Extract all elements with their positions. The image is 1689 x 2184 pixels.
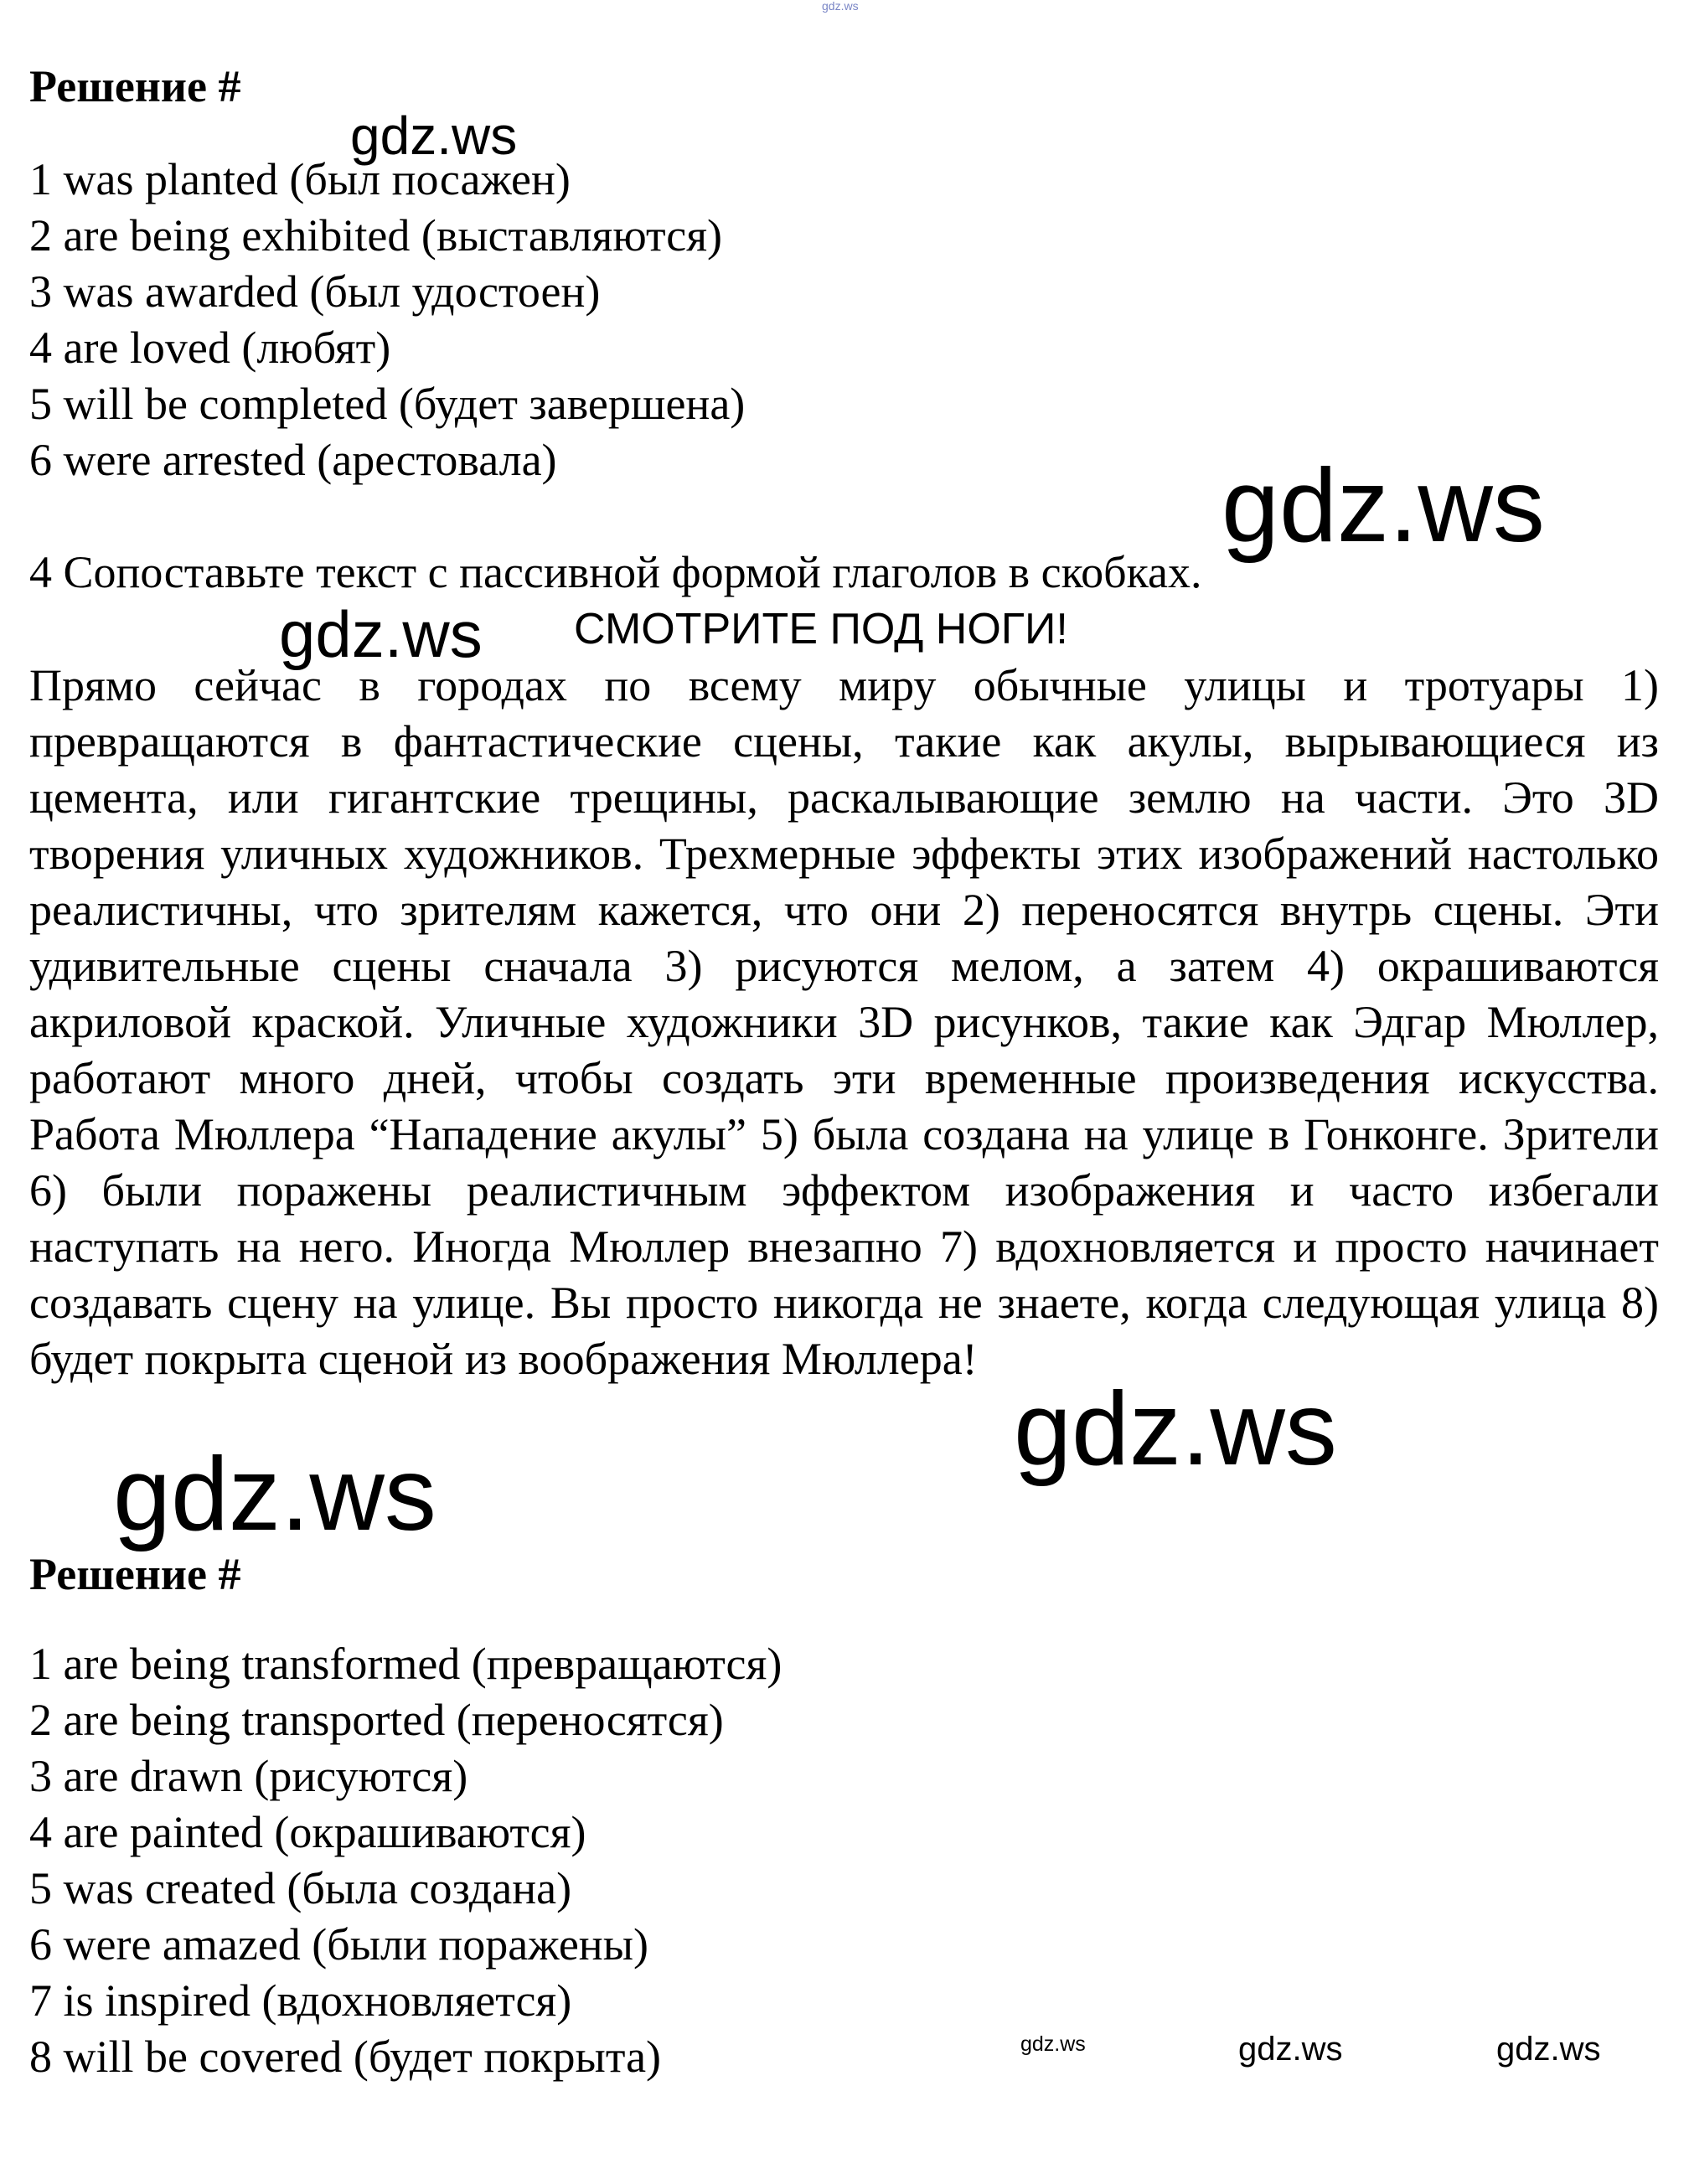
watermark: gdz.ws [1496,2031,1601,2068]
answer-item: 5 will be completed (будет завершена) [29,379,746,429]
answer-item: 4 are painted (окрашиваются) [29,1807,586,1857]
answer-item: 2 are being transported (переносятся) [29,1695,724,1745]
watermark: gdz.ws [1014,1371,1337,1487]
solution-heading-1: Решение # [29,61,241,111]
answer-item: 2 are being exhibited (выставляются) [29,210,723,261]
answer-item: 1 was planted (был посажен) [29,154,571,204]
answer-item: 3 was awarded (был удостоен) [29,266,601,317]
answer-item: 1 are being transformed (превращаются) [29,1639,783,1689]
story-title: СМОТРИТЕ ПОД НОГИ! [574,605,1068,653]
watermark: gdz.ws [279,597,483,671]
answer-item: 5 was created (была создана) [29,1863,572,1913]
answer-item: 3 are drawn (рисуются) [29,1751,468,1801]
watermark: gdz.ws [1222,448,1545,564]
answer-item: 6 were amazed (были поражены) [29,1919,648,1970]
watermark: gdz.ws [350,106,518,166]
watermark-top: gdz.ws [822,0,859,13]
answer-item: 7 is inspired (вдохновляется) [29,1975,572,2026]
watermark: gdz.ws [1238,2031,1343,2068]
answer-item: 6 were arrested (арестовала) [29,435,557,485]
watermark: gdz.ws [113,1437,436,1552]
answer-list-2 [29,1636,782,2085]
answer-item: 8 will be covered (будет покрыта) [29,2032,662,2082]
task-instruction: 4 Сопоставьте текст с пассивной формой глаголов в скобках. [29,547,1202,597]
answer-list-1 [29,152,745,488]
solution-heading-2: Решение # [29,1549,241,1599]
watermark: gdz.ws [1020,2032,1086,2056]
answer-item: 4 are loved (любят) [29,323,391,373]
story-text: Прямо сейчас в городах по всему миру обычные улицы и тротуары 1) превращаются в фантастические сцены, такие как акулы, вырывающиеся из цемента, или гигантские трещины, раскалывающие землю на части. Это 3D творения уличных художников. Трехмерные эффекты этих изображений настолько реалистичны, что зрителям кажется, что они 2) переносятся внутрь сцены. Эти удивительные сцены сначала 3) рисуются мелом, а затем 4) окрашиваются акриловой краской. Уличные художники 3D рисунков, такие как Эдгар Мюллер, работают много дней, чтобы создать эти временные произведения искусства. Работа Мюллера “Нападение акулы” 5) была создана на улице в Гонконге. Зрители 6) были поражены реалистичным эффектом изображения и часто избегали наступать на него. Иногда Мюллер внезапно 7) вдохновляется и просто начинает создавать сцену на улице. Вы просто никогда не знаете, когда следующая улица 8) будет покрыта сценой из воображения Мюллера! [29,660,1659,1384]
